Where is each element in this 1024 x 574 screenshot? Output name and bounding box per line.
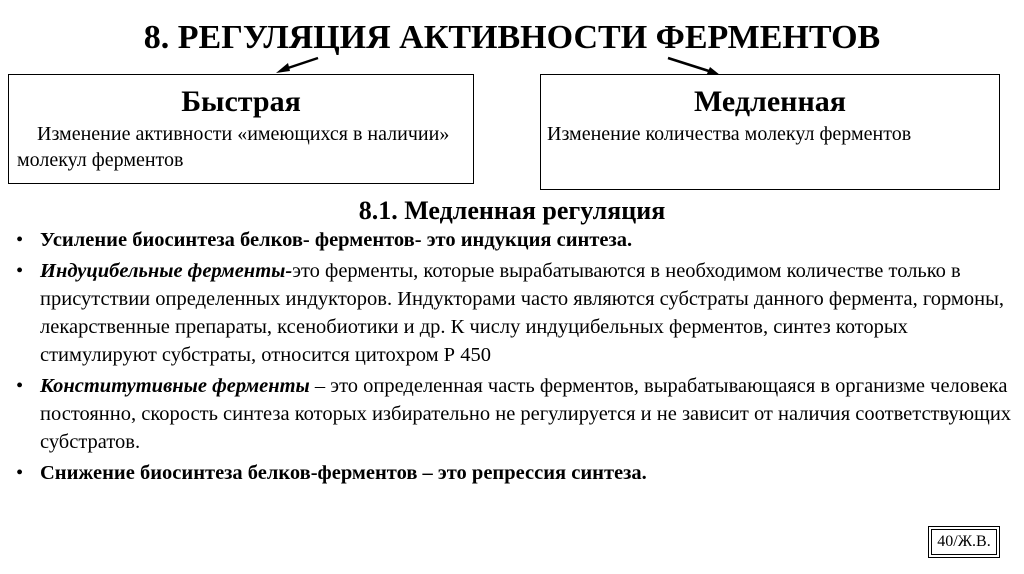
bullet-item — [14, 372, 1016, 456]
bullet-lead: Конститутивные ферменты — [40, 375, 310, 397]
section-title: 8.1. Медленная регуляция — [358, 196, 666, 225]
bullet-item — [14, 226, 1016, 254]
bullet-item — [14, 257, 1016, 369]
arrow-left-head — [276, 63, 290, 73]
fast-description: Изменение активности «имеющихся в наличии» молекул ферментов — [17, 123, 450, 171]
arrows — [0, 0, 1024, 80]
slide-title: 8. РЕГУЛЯЦИЯ АКТИВНОСТИ ФЕРМЕНТОВ — [143, 19, 881, 56]
bullet-lead: Усиление биосинтеза белков- ферментов- это индукция синтеза. — [40, 229, 633, 251]
bullet-text: это ферменты, которые вырабатываются в необходимом количестве только в присутствии определенных индукторов. Индукторами часто являются субстраты данного фермента, гормоны, лекарственные препараты, ксенобиотики и др. К числу индуцибельных ферментов, синтез которых стимулируют субстраты, относится цитохром Р 450 — [40, 260, 1005, 366]
bullet-list — [14, 226, 1016, 490]
slow-description: Изменение количества молекул ферментов — [547, 123, 912, 145]
slow-regulation-box — [540, 74, 1000, 190]
slow-heading: Медленная — [694, 85, 846, 118]
stamp-label: 40/Ж.В. — [931, 529, 997, 555]
arrow-right — [668, 58, 712, 72]
fast-regulation-box — [8, 74, 474, 184]
slide-stamp — [928, 526, 1000, 558]
bullet-lead: Снижение биосинтеза белков-ферментов – это репрессия синтеза. — [40, 462, 647, 484]
bullet-text: – это определенная часть ферментов, вырабатывающаяся в организме человека постоянно, скорость синтеза которых избирательно не регулируется и не зависит от наличия соответствующих субстратов. — [40, 375, 1012, 453]
fast-heading: Быстрая — [181, 85, 301, 118]
bullet-item — [14, 459, 1016, 487]
bullet-lead: Индуцибельные ферменты- — [40, 260, 293, 282]
